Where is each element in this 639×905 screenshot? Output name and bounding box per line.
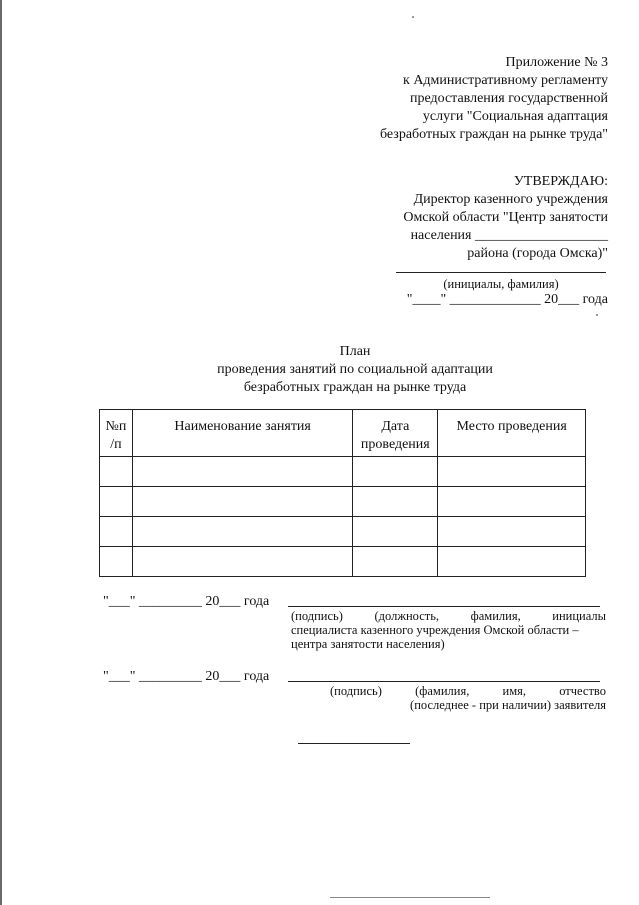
table-cell xyxy=(132,517,352,547)
approval-date-line: "____" _____________ 20___ года xyxy=(406,292,608,307)
table-cell xyxy=(438,457,586,487)
note-initials: инициалы xyxy=(552,609,607,623)
table-cell xyxy=(438,487,586,517)
table-row xyxy=(100,547,586,577)
approval-title: УТВЕРЖДАЮ: xyxy=(513,174,608,189)
header-date-line-1: Дата xyxy=(381,419,410,434)
table-row xyxy=(100,457,586,487)
table-row xyxy=(100,487,586,517)
approval-line-3: населения ___________________ xyxy=(410,228,608,243)
note-patronymic: отчество xyxy=(559,684,606,698)
page-left-edge xyxy=(0,0,2,905)
signature-2-date: "___" _________ 20___ года xyxy=(103,669,270,684)
signature-1-note-row-3: центра занятости населения) xyxy=(291,637,445,651)
table-cell xyxy=(100,517,133,547)
note-surname: фамилия, xyxy=(470,609,521,623)
note-surname: (фамилия, xyxy=(415,684,470,698)
approval-line-1: Директор казенного учреждения xyxy=(413,192,608,207)
header-number-line-2: /п xyxy=(110,437,122,452)
table-cell xyxy=(100,487,133,517)
table-cell xyxy=(132,487,352,517)
table-cell xyxy=(100,457,133,487)
table-cell xyxy=(353,517,438,547)
closing-line xyxy=(298,743,410,744)
header-name-label: Наименование занятия xyxy=(174,419,311,434)
signature-2-note-row-2: (последнее - при наличии) заявителя xyxy=(410,698,606,712)
table-row xyxy=(100,517,586,547)
signature-2-line xyxy=(288,681,600,682)
scan-speck xyxy=(596,314,598,316)
table-cell xyxy=(132,547,352,577)
appendix-line-1: Приложение № 3 xyxy=(505,55,608,70)
scan-bottom-line xyxy=(330,897,490,898)
appendix-line-3: предоставления государственной xyxy=(409,91,608,106)
note-signature: (подпись) xyxy=(291,609,343,623)
header-date xyxy=(353,410,438,457)
table-header-row xyxy=(100,410,586,457)
table-cell xyxy=(100,547,133,577)
approval-initials-hint: (инициалы, фамилия) xyxy=(443,277,559,291)
header-number-line-1: №п xyxy=(105,419,127,434)
plan-title: План xyxy=(339,344,371,359)
table-cell xyxy=(353,487,438,517)
plan-subtitle-2: безработных граждан на рынке труда xyxy=(243,380,467,395)
approval-signature-line xyxy=(396,272,606,273)
note-name: имя, xyxy=(502,684,527,698)
plan-subtitle-1: проведения занятий по социальной адаптации xyxy=(217,362,493,377)
header-date-line-2: проведения xyxy=(360,437,430,452)
header-name xyxy=(132,410,352,457)
table-cell xyxy=(438,547,586,577)
appendix-line-4: услуги "Социальная адаптация xyxy=(422,109,608,124)
scan-speck xyxy=(412,16,414,18)
signature-1-date: "___" _________ 20___ года xyxy=(103,594,270,609)
appendix-line-5: безработных граждан на рынке труда" xyxy=(379,127,608,142)
table-cell xyxy=(353,547,438,577)
table-cell xyxy=(132,457,352,487)
note-signature: (подпись) xyxy=(330,684,382,698)
header-place-label: Место проведения xyxy=(456,419,567,434)
signature-1-line xyxy=(288,606,600,607)
signature-1-note-row-2: специалиста казенного учреждения Омской области – xyxy=(291,623,579,637)
table-cell xyxy=(438,517,586,547)
note-position: (должность, xyxy=(374,609,440,623)
approval-line-2: Омской области "Центр занятости xyxy=(403,210,608,225)
plan-table xyxy=(99,409,586,577)
table-cell xyxy=(353,457,438,487)
header-place xyxy=(438,410,586,457)
appendix-line-2: к Административному регламенту xyxy=(403,73,608,88)
approval-line-4: района (города Омска)" xyxy=(467,246,608,261)
header-number xyxy=(100,410,133,457)
